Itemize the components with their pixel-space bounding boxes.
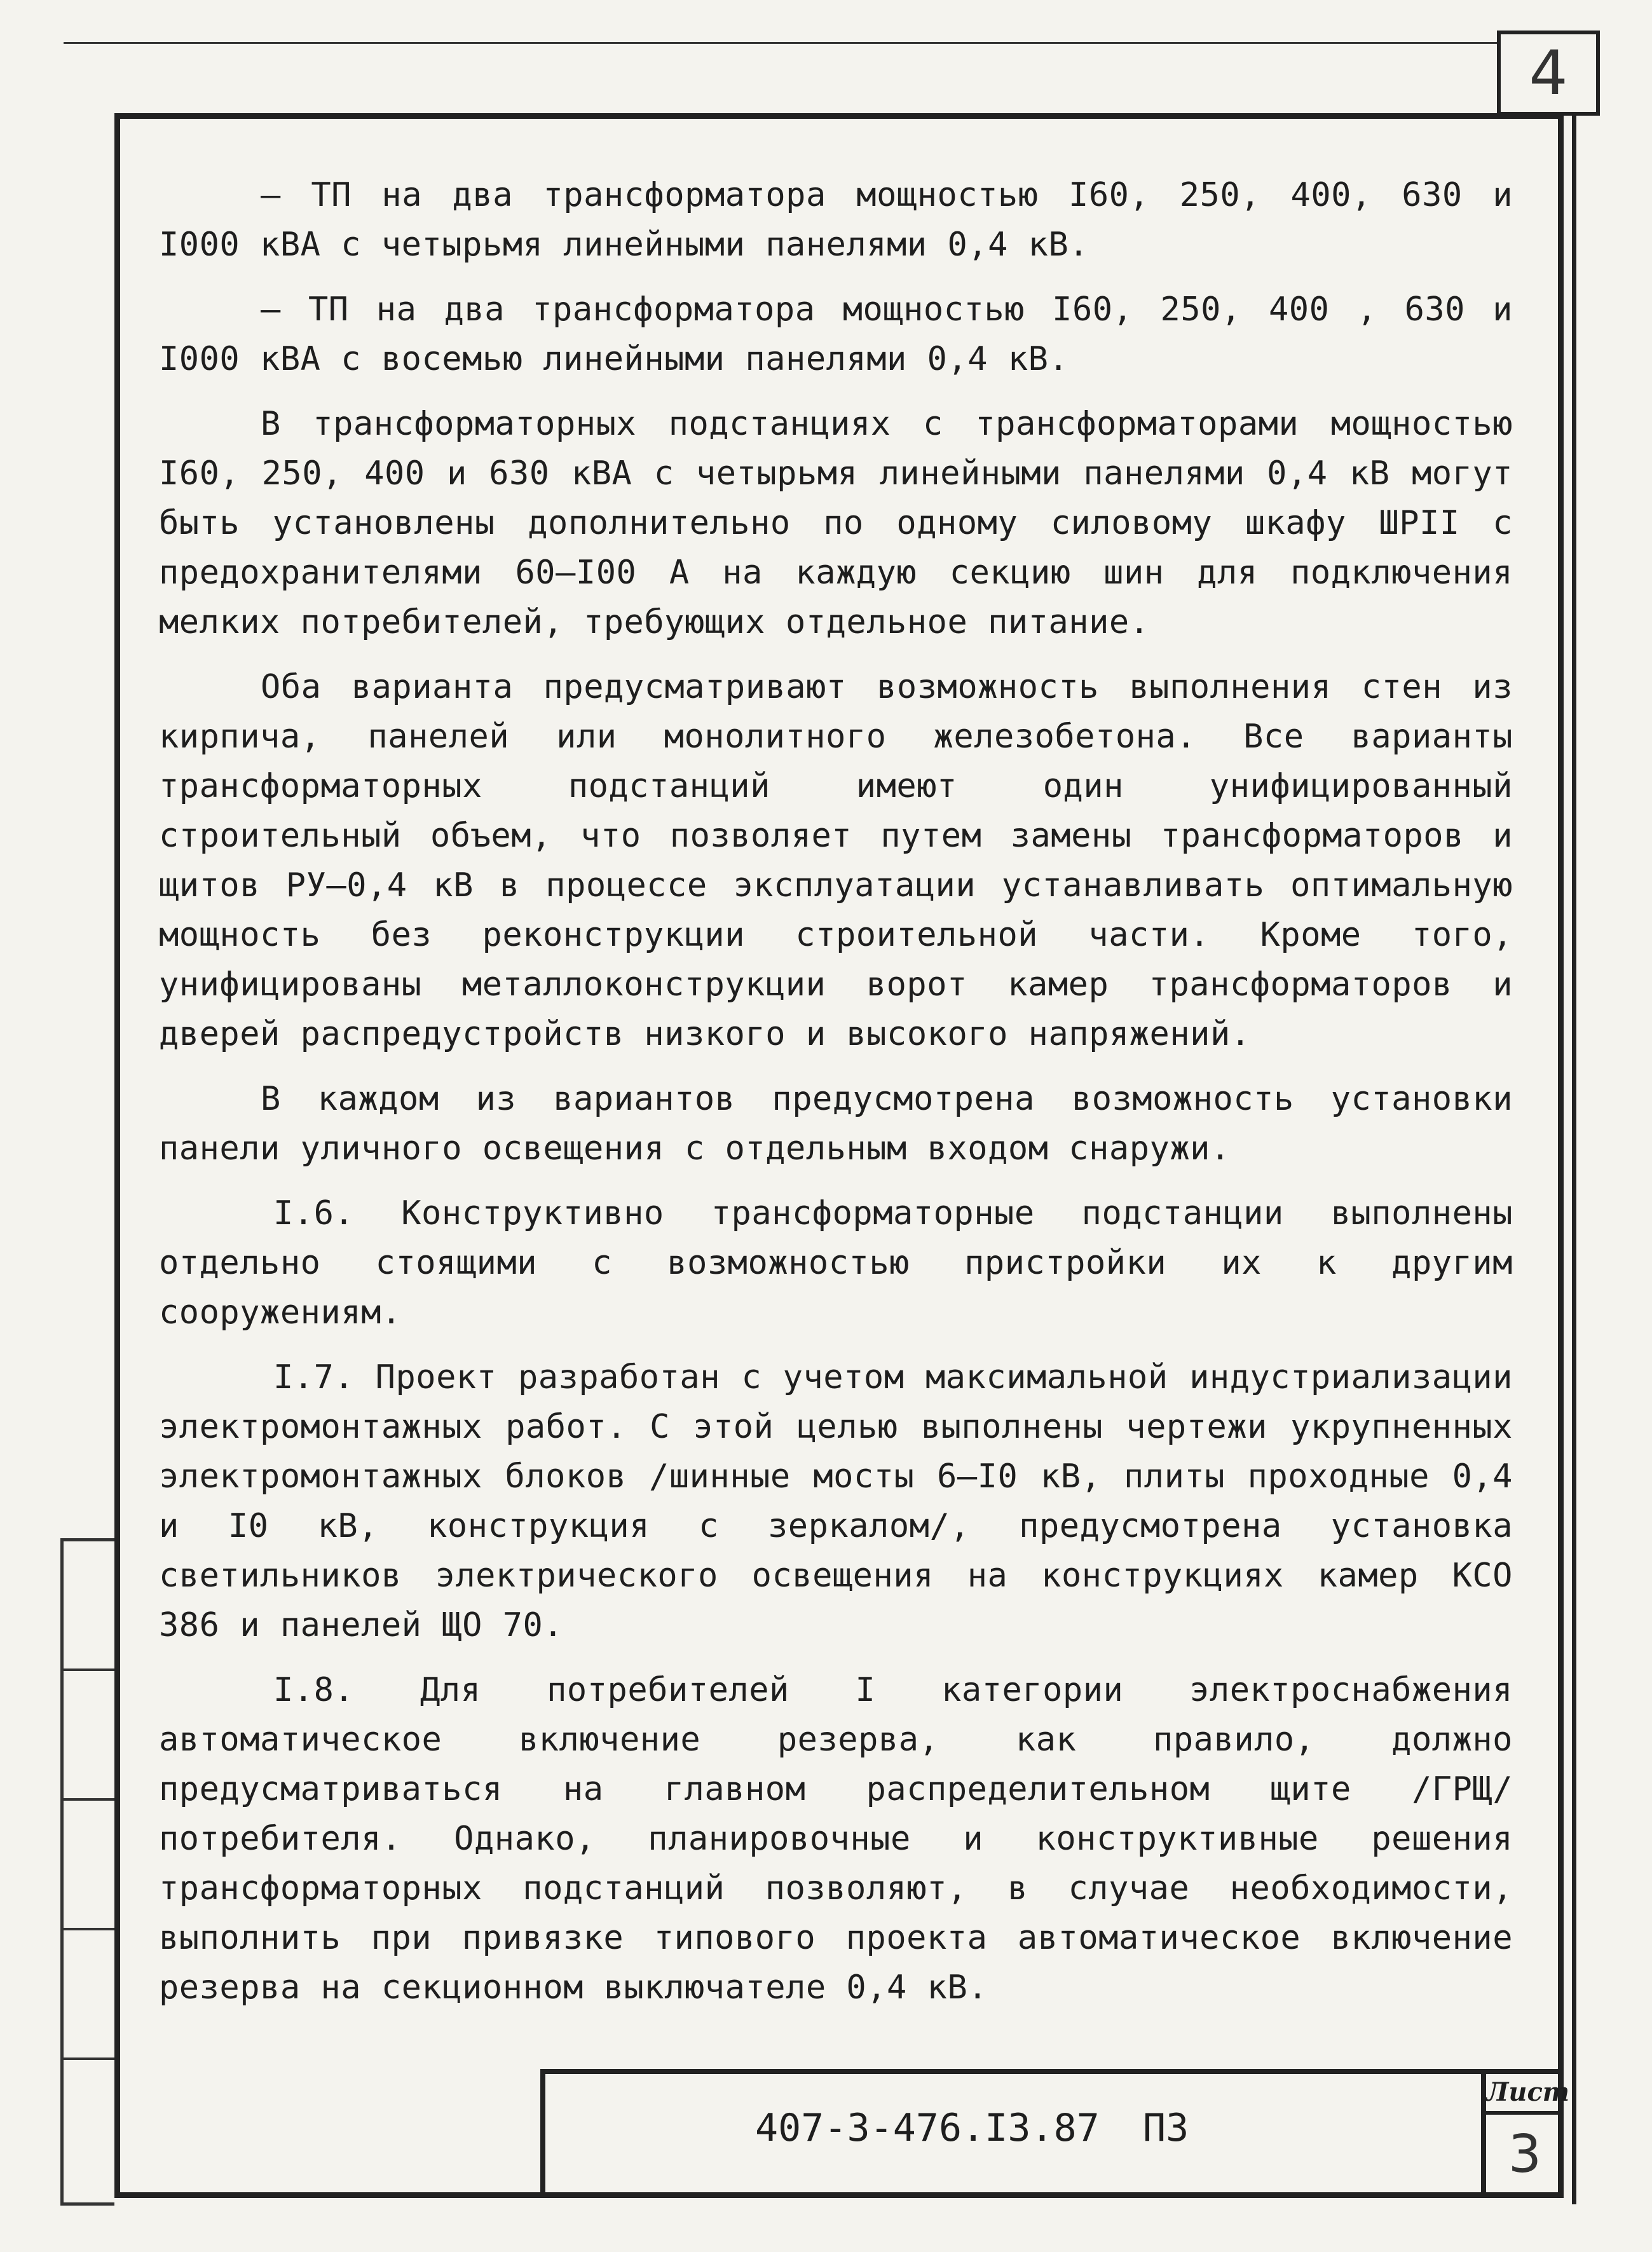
binding-cell (64, 1930, 114, 2060)
document-code: 407-3-476.I3.87 (755, 2106, 1100, 2150)
paragraph: I.7. Проект разработан с учетом максимальной индустриализации электромонтажных работ. С этой целью выполнены чертежи укрупненных электромонтажных блоков /шинные мосты 6–I0 кВ, плиты проходные 0,4 и I0 кВ, конструкция с зеркалом/, предусмотрена установка светильников электрического освещения на конструкциях камер КСО 386 и панелей ЩО 70. (159, 1358, 1513, 1644)
paragraph: Оба варианта предусматривают возможность выполнения стен из кирпича, панелей или монолитного железобетона. Все варианты трансформаторных подстанций имеют один унифицированный строительный объем, что позволяет путем замены трансформаторов и щитов РУ–0,4 кВ в процессе эксплуатации устанавливать оптимальную мощность без реконструкции строительной части. Кроме того, унифицированы металлоконструкции ворот камер трансформаторов и дверей распредустройств низкого и высокого напряжений. (159, 668, 1513, 1053)
paragraph: – ТП на два трансформатора мощностью I60, 250, 400 , 630 и I000 кВА с восемью линейными панелями 0,4 кВ. (159, 290, 1513, 378)
paragraph: – ТП на два трансформатора мощностью I60, 250, 400, 630 и I000 кВА с четырьмя линейными панелями 0,4 кВ. (159, 176, 1513, 264)
body-text (159, 170, 1513, 2028)
page-corner-number: 4 (1497, 31, 1600, 116)
binding-cell (64, 1541, 114, 1671)
frame-right-margin (1551, 113, 1576, 2204)
binding-cell (64, 1801, 114, 1930)
sheet-box (1481, 2074, 1570, 2198)
document-type: ПЗ (1143, 2106, 1189, 2150)
top-rule (64, 42, 1500, 44)
paragraph: I.8. Для потребителей I категории электроснабжения автоматическое включение резерва, как правило, должно предусматриваться на главном распределительном щите /ГРЩ/ потребителя. Однако, планировочные и конструктивные решения трансформаторных подстанций позволяют, в случае необходимости, выполнить при привязке типового проекта автоматическое включение резерва на секционном выключателе 0,4 кВ. (159, 1671, 1513, 2007)
sheet-number: 3 (1508, 2124, 1542, 2185)
paragraph: В каждом из вариантов предусмотрена возможность установки панели уличного освещения с отдельным входом снаружи. (159, 1080, 1513, 1168)
binding-cell (64, 1671, 114, 1801)
paragraph: В трансформаторных подстанциях с трансформаторами мощностью I60, 250, 400 и 630 кВА с четырьмя линейными панелями 0,4 кВ могут быть установлены дополнительно по одному силовому шкафу ШРII с предохранителями 60–I00 А на каждую секцию шин для подключения мелких потребителей, требующих отдельное питание. (159, 405, 1513, 641)
left-binding-strip (60, 1538, 114, 2206)
title-block (540, 2069, 1570, 2198)
paragraph: I.6. Конструктивно трансформаторные подстанции выполнены отдельно стоящими с возможностью пристройки их к другим сооружениям. (159, 1194, 1513, 1332)
sheet-label: Лист (1486, 2074, 1564, 2115)
